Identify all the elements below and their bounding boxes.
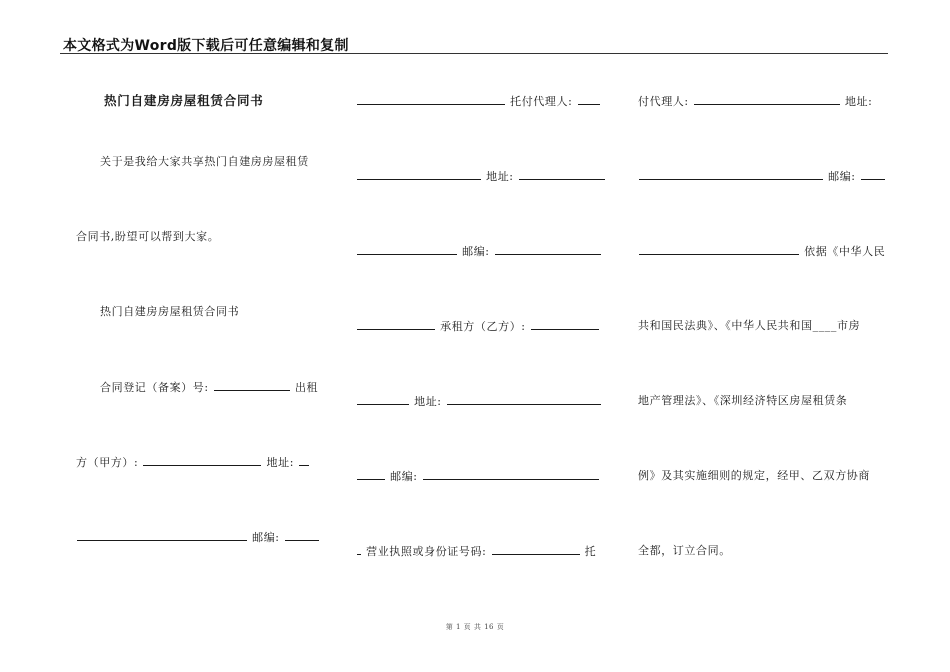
lessor-postcode-line xyxy=(76,530,320,545)
legal-basis-line-4: 例》及其实施细则的规定，经甲、乙双方协商 xyxy=(638,469,870,482)
lessee-postcode-label: 邮编: xyxy=(390,470,418,483)
contract-heading: 热门自建房房屋租赁合同书 xyxy=(100,305,240,318)
lessee-agent-postcode-cont-blank xyxy=(639,244,799,255)
registration-line xyxy=(100,380,318,395)
lessor-agent-address-blank xyxy=(519,169,605,180)
legal-basis-line-1 xyxy=(638,244,885,259)
lessee-agent-address-blank xyxy=(639,169,823,180)
lessee-label: 承租方（乙方）: xyxy=(440,320,526,333)
lessor-agent-postcode-cont-blank xyxy=(357,319,435,330)
lessee-name-blank xyxy=(531,319,599,330)
legal-basis-line-2: 共和国民法典》、《中华人民共和国____市房 xyxy=(638,319,861,332)
lessee-agent-postcode-blank xyxy=(861,169,885,180)
lessee-postcode-blank xyxy=(423,469,599,480)
lessor-agent-postcode-line xyxy=(356,244,602,259)
intro-line-2: 合同书,盼望可以帮到大家。 xyxy=(76,230,220,243)
lessee-address-blank xyxy=(447,394,601,405)
lessee-address-label: 地址: xyxy=(414,395,442,408)
lessee-address-cont-blank xyxy=(357,469,385,480)
lessor-address-cont-blank xyxy=(77,530,247,541)
lessee-agent-label-start: 托 xyxy=(584,545,597,558)
lessor-agent-address-cont-blank xyxy=(357,244,457,255)
lessee-name-cont-blank xyxy=(357,394,409,405)
article-title: 热门自建房房屋租赁合同书 xyxy=(104,93,264,108)
registration-number-blank xyxy=(214,380,290,391)
lessee-id-blank xyxy=(492,544,580,555)
lessor-address-blank xyxy=(299,455,309,466)
lessor-agent-blank xyxy=(578,94,600,105)
lessee-id-line xyxy=(356,544,596,559)
lessee-agent-address-label: 地址: xyxy=(844,95,873,108)
lessor-agent-label: 托付代理人: xyxy=(510,95,573,108)
lessor-agent-postcode-label: 邮编: xyxy=(462,245,490,258)
lessor-agent-postcode-blank xyxy=(495,244,601,255)
page-number: 第 1 页 共 16 页 xyxy=(445,623,505,631)
legal-basis-text-1: 依据《中华人民 xyxy=(804,245,886,258)
lessor-postcode-label: 邮编: xyxy=(252,531,280,544)
lessor-address-label: 地址: xyxy=(266,456,295,469)
lessor-agent-address-line xyxy=(356,169,606,184)
lessee-postcode-cont-blank xyxy=(357,544,361,555)
lessor-label-start: 出租 xyxy=(294,381,319,394)
header-divider xyxy=(60,53,888,54)
lessee-id-label: 营业执照或身份证号码: xyxy=(366,545,487,558)
lessor-name-blank xyxy=(143,455,261,466)
lessor-postcode-blank xyxy=(285,530,319,541)
lessee-agent-label: 付代理人: xyxy=(638,95,689,108)
lessor-agent-line xyxy=(356,94,601,109)
lessor-agent-cont-blank xyxy=(357,169,481,180)
intro-line-1: 关于是我给大家共享热门自建房房屋租赁 xyxy=(100,155,309,168)
lessee-line xyxy=(356,319,600,334)
registration-label: 合同登记（备案）号: xyxy=(100,381,209,394)
lessee-postcode-line xyxy=(356,469,600,484)
lessor-agent-address-label: 地址: xyxy=(486,170,514,183)
document-header: 本文格式为Word版下载后可任意编辑和复制 xyxy=(63,38,349,54)
legal-basis-line-5: 全都，订立合同。 xyxy=(638,544,731,557)
lessor-line xyxy=(76,455,310,470)
legal-basis-line-3: 地产管理法》、《深圳经济特区房屋租赁条 xyxy=(638,394,848,407)
lessor-postcode-cont-blank xyxy=(357,94,505,105)
lessee-address-line xyxy=(356,394,602,409)
lessor-label: 方（甲方）: xyxy=(76,456,139,469)
lessee-agent-line xyxy=(638,94,872,109)
lessee-agent-postcode-line xyxy=(638,169,886,184)
lessee-agent-postcode-label: 邮编: xyxy=(828,170,856,183)
lessee-agent-blank xyxy=(694,94,840,105)
